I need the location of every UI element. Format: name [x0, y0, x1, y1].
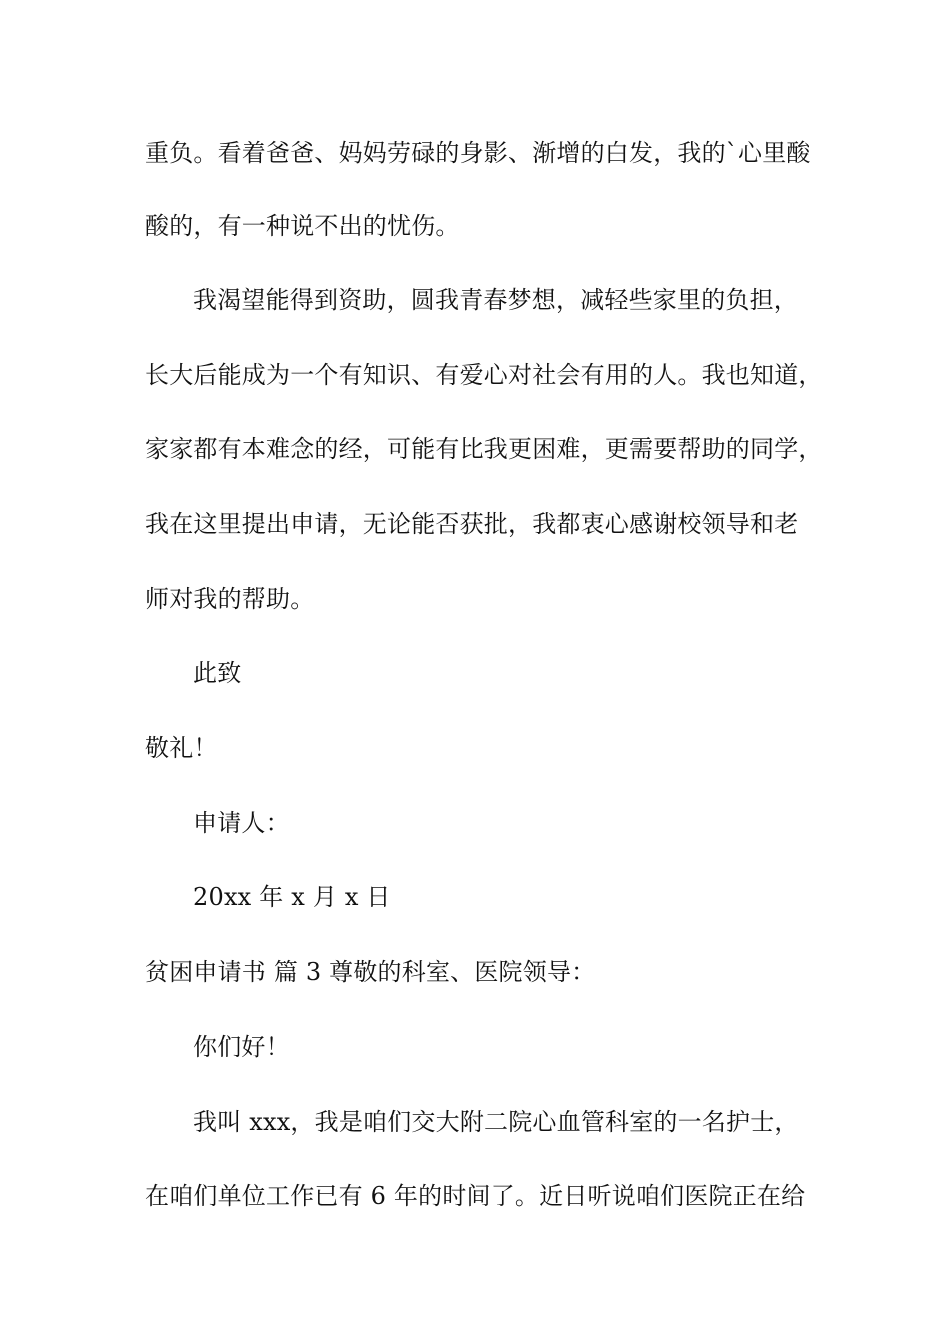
body-line: 酸的，有一种说不出的忧伤。	[145, 212, 460, 240]
applicant-label: 申请人：	[193, 809, 290, 837]
date-line: 20xx 年 x 月 x 日	[193, 883, 391, 911]
paragraph-line: 我叫 xxx，我是咱们交大附二院心血管科室的一名护士，	[193, 1108, 799, 1136]
body-line: 重负。看着爸爸、妈妈劳碌的身影、渐增的白发，我的`心里酸	[145, 139, 811, 167]
body-line: 师对我的帮助。	[145, 585, 315, 613]
paragraph-line: 我渴望能得到资助，圆我青春梦想，减轻些家里的负担，	[193, 286, 798, 314]
section-heading: 贫困申请书 篇 3 尊敬的科室、医院领导：	[145, 958, 596, 986]
greeting: 你们好！	[193, 1033, 290, 1061]
body-line: 家家都有本难念的经，可能有比我更困难，更需要帮助的同学，	[145, 435, 823, 463]
body-line: 我在这里提出申请，无论能否获批，我都衷心感谢校领导和老	[145, 510, 799, 538]
closing-salutation: 此致	[193, 659, 242, 687]
body-line: 在咱们单位工作已有 6 年的时间了。近日听说咱们医院正在给	[145, 1182, 806, 1210]
closing-regards: 敬礼！	[145, 734, 218, 762]
body-line: 长大后能成为一个有知识、有爱心对社会有用的人。我也知道，	[145, 361, 823, 389]
